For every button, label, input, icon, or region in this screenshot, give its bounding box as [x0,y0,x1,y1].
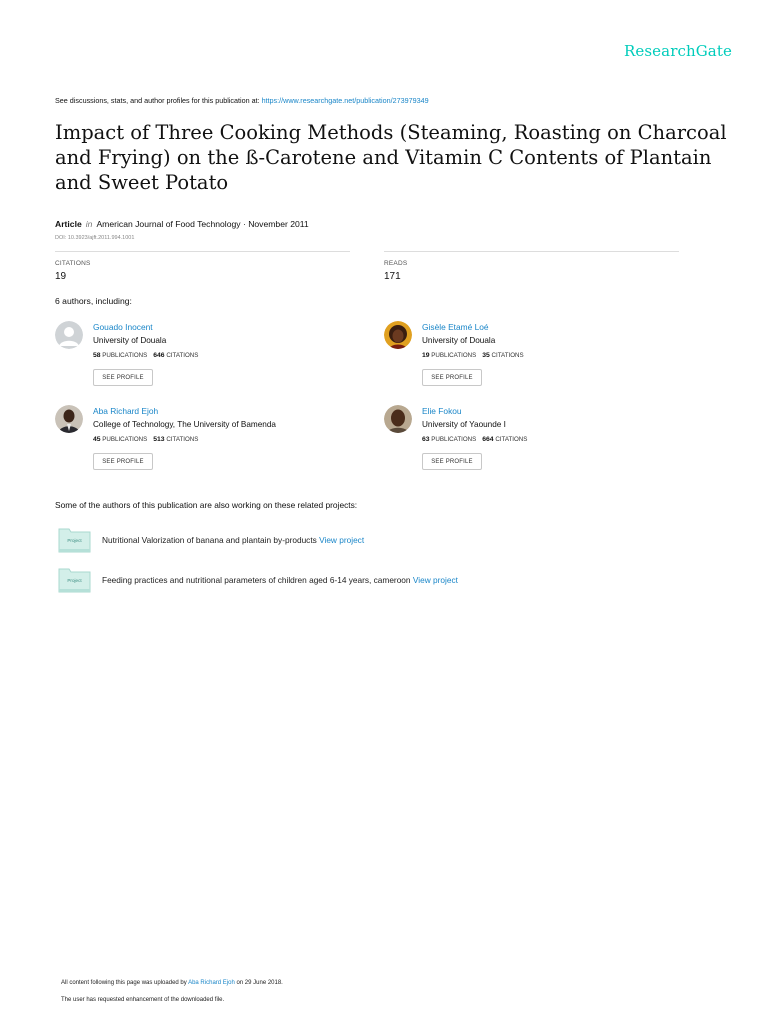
author-institution: University of Douala [422,336,496,345]
upload-date: on 29 June 2018. [236,980,283,986]
author-card [384,321,684,391]
publications-count: 45 [93,436,101,443]
reads-value: 171 [384,271,401,282]
publications-label: PUBLICATIONS [102,436,148,443]
upload-prefix: All content following this page was uploaded by [61,980,187,986]
citations-label: CITATIONS [495,436,528,443]
citations-count: 664 [482,436,494,443]
discussions-text: See discussions, stats, and author profiles for this publication at: [55,96,260,105]
citations-label: CITATIONS [491,352,524,359]
journal-date: American Journal of Food Technology · November 2011 [96,219,309,229]
author-name[interactable]: Aba Richard Ejoh [93,406,159,416]
see-profile-button[interactable]: SEE PROFILE [422,369,482,386]
see-profile-button[interactable]: SEE PROFILE [93,369,153,386]
in-word: in [85,219,93,229]
project-icon-label: Project [67,578,82,583]
see-profile-button[interactable]: SEE PROFILE [93,453,153,470]
uploader-link[interactable]: Aba Richard Ejoh [188,980,235,986]
authors-heading: 6 authors, including: [55,296,132,306]
project-row [58,527,658,553]
publications-count: 63 [422,436,430,443]
publications-count: 58 [93,352,101,359]
project-title: Feeding practices and nutritional parameters of children aged 6-14 years, cameroon [102,575,411,585]
avatar-photo-icon[interactable] [384,405,412,433]
author-stats [422,352,524,359]
project-title: Nutritional Valorization of banana and plantain by-products [102,535,317,545]
discussions-line [55,96,429,105]
citations-value: 19 [55,271,67,282]
project-row [58,567,658,593]
project-icon-label: Project [67,538,82,543]
author-stats [93,436,198,443]
avatar-photo-icon[interactable] [55,405,83,433]
citations-label: CITATIONS [55,260,91,267]
project-folder-icon[interactable] [58,527,91,553]
project-title-line [102,575,458,585]
view-project-link[interactable]: View project [319,535,365,545]
citations-label: CITATIONS [166,436,199,443]
citations-count: 646 [153,352,165,359]
project-folder-icon[interactable] [58,567,91,593]
publications-label: PUBLICATIONS [431,436,477,443]
publications-count: 19 [422,352,430,359]
enhancement-note: The user has requested enhancement of the downloaded file. [61,997,225,1003]
avatar-photo-icon[interactable] [384,321,412,349]
citations-divider [55,251,350,252]
avatar-placeholder-icon[interactable] [55,321,83,349]
author-name[interactable]: Gouado Inocent [93,322,153,332]
publication-link[interactable]: https://www.researchgate.net/publication/273979349 [261,96,429,105]
citations-label: CITATIONS [166,352,199,359]
article-type: Article [55,219,82,229]
author-name[interactable]: Elie Fokou [422,406,462,416]
reads-label: READS [384,260,408,267]
author-stats [422,436,527,443]
author-institution: University of Douala [93,336,167,345]
author-name[interactable]: Gisèle Etamé Loé [422,322,489,332]
researchgate-logo[interactable]: ResearchGate [624,42,732,60]
author-card [384,405,684,475]
doi: DOI: 10.3923/ajft.2011.994.1001 [55,235,135,241]
author-stats [93,352,198,359]
citations-count: 35 [482,352,490,359]
see-profile-button[interactable]: SEE PROFILE [422,453,482,470]
paper-title: Impact of Three Cooking Methods (Steaming, Roasting on Charcoal and Frying) on the ß-Carotene and Vitamin C Contents of Plantain and Sweet Potato [55,121,727,194]
view-project-link[interactable]: View project [412,575,458,585]
citations-count: 513 [153,436,165,443]
paper-meta [55,219,309,229]
author-institution: University of Yaounde I [422,420,506,429]
upload-note [61,980,283,986]
publications-label: PUBLICATIONS [102,352,148,359]
project-title-line [102,535,364,545]
author-institution: College of Technology, The University of Bamenda [93,420,276,429]
related-projects-heading: Some of the authors of this publication are also working on these related projects: [55,500,358,510]
reads-divider [384,251,679,252]
author-card [55,405,355,475]
publications-label: PUBLICATIONS [431,352,477,359]
author-card [55,321,355,391]
